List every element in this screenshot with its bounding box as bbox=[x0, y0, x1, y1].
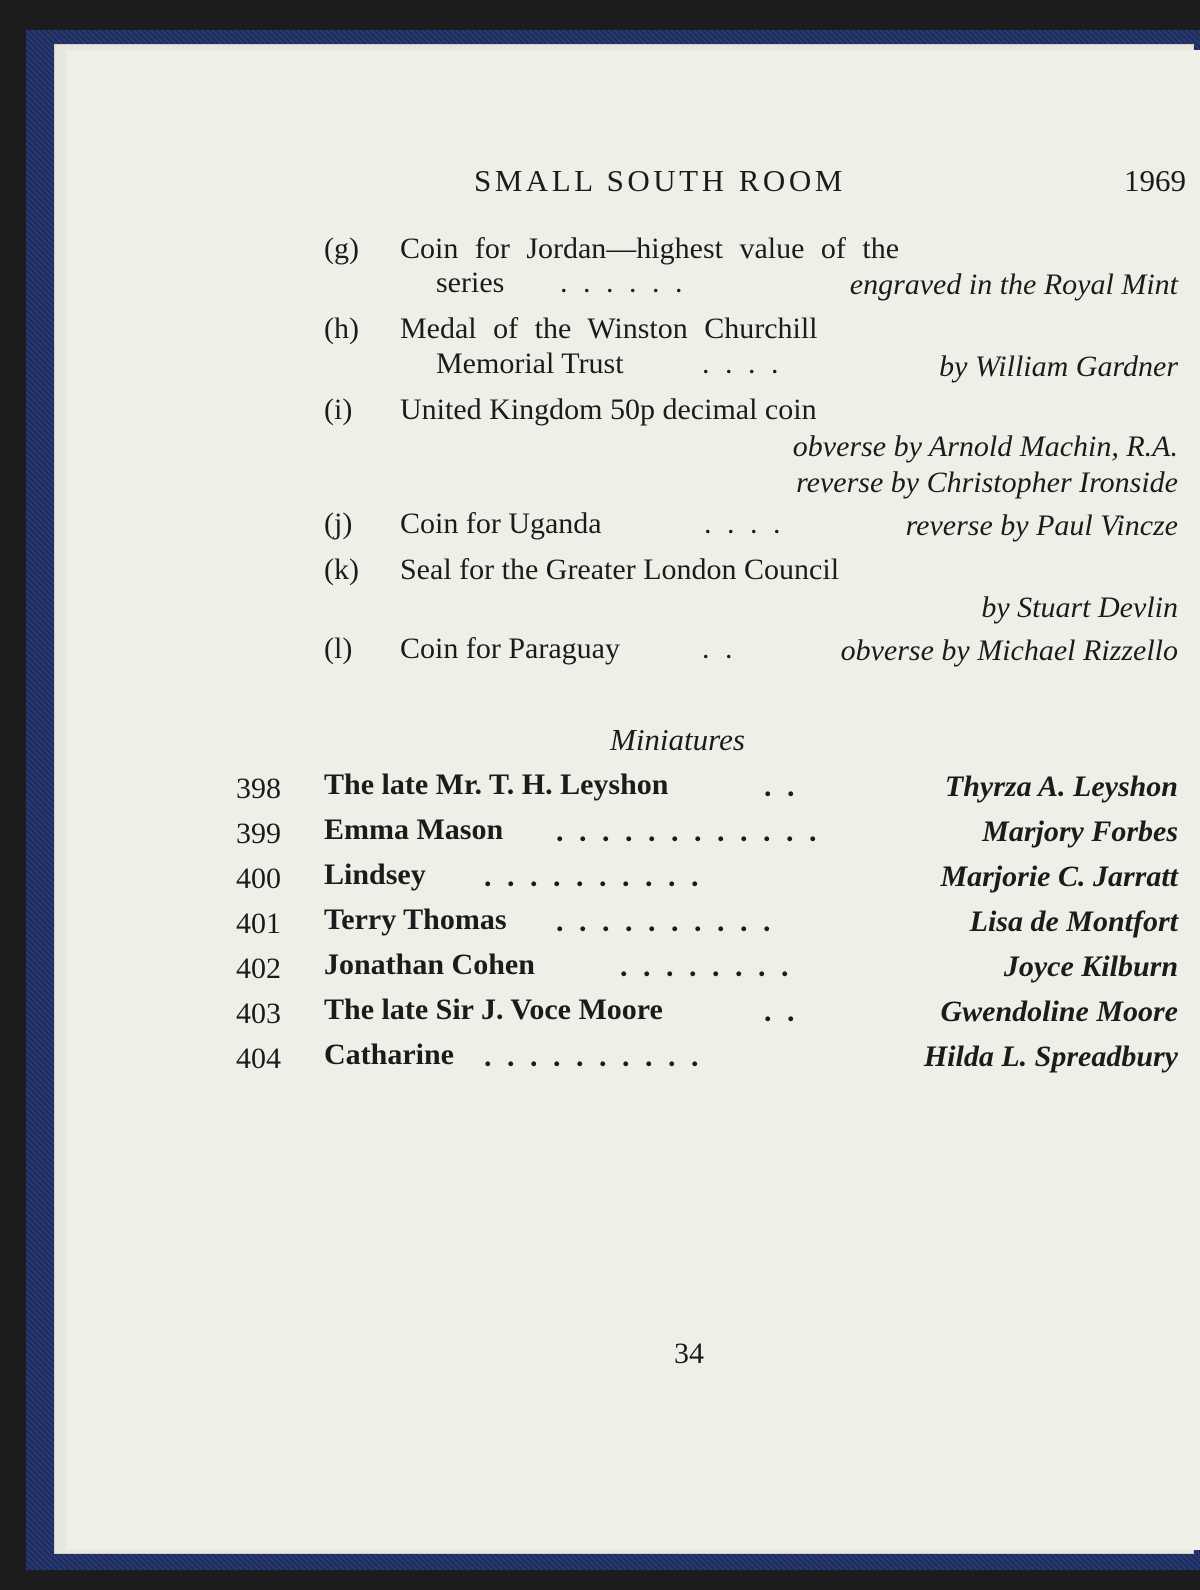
miniature-artist: Marjory Forbes bbox=[982, 815, 1178, 848]
catalogue-number: 403 bbox=[236, 997, 281, 1030]
catalogue-number: 398 bbox=[236, 772, 281, 805]
entry-text: Seal for the Greater London Council bbox=[400, 553, 840, 586]
leader-dots: . . . . . . . . bbox=[620, 950, 793, 983]
credit-obverse: obverse by Arnold Machin, R.A. bbox=[792, 430, 1178, 463]
catalogue-number: 399 bbox=[236, 817, 281, 850]
leader-dots: . . . . bbox=[704, 507, 785, 540]
miniature-artist: Lisa de Montfort bbox=[969, 905, 1178, 938]
miniature-title: Terry Thomas bbox=[324, 903, 507, 936]
miniature-artist: Thyrza A. Leyshon bbox=[944, 770, 1178, 803]
entry-text: Coin for Paraguay bbox=[400, 632, 620, 665]
entry-text: Coin for Uganda bbox=[400, 507, 602, 540]
page-year: 1969 bbox=[1124, 163, 1186, 198]
page-number: 34 bbox=[674, 1337, 704, 1370]
leader-dots: . . . . . . . . . . bbox=[484, 1040, 703, 1073]
entry-text-cont: Memorial Trust bbox=[436, 347, 624, 380]
credit: by William Gardner bbox=[939, 350, 1178, 383]
credit: by Stuart Devlin bbox=[981, 591, 1178, 624]
leader-dots: . . . . . . . . . . bbox=[484, 860, 703, 893]
leader-dots: . . . . . . . . . . bbox=[556, 905, 775, 938]
entry-label: (k) bbox=[324, 553, 359, 586]
entry-text-cont: series bbox=[436, 266, 505, 299]
entry-text: United Kingdom 50p decimal coin bbox=[400, 393, 817, 426]
leader-dots: . . . . . . . . . . . . bbox=[556, 815, 821, 848]
leader-dots: . . bbox=[764, 995, 799, 1028]
entry-text: Coin for Jordan—highest value of the bbox=[400, 232, 900, 265]
miniature-title: Emma Mason bbox=[324, 813, 504, 846]
leader-dots: . . . . . . bbox=[560, 266, 687, 299]
catalogue-number: 401 bbox=[236, 907, 281, 940]
miniature-title: Lindsey bbox=[324, 858, 426, 891]
entry-label: (h) bbox=[324, 312, 359, 345]
running-head: SMALL SOUTH ROOM bbox=[474, 163, 846, 198]
catalogue-number: 402 bbox=[236, 952, 281, 985]
book-page bbox=[66, 50, 1200, 1550]
miniature-title: Catharine bbox=[324, 1038, 454, 1071]
leader-dots: . . . . bbox=[702, 347, 783, 380]
credit-reverse: reverse by Christopher Ironside bbox=[796, 466, 1178, 499]
leader-dots: . . bbox=[764, 770, 799, 803]
section-heading: Miniatures bbox=[610, 722, 745, 757]
credit: engraved in the Royal Mint bbox=[849, 268, 1178, 301]
credit: reverse by Paul Vincze bbox=[905, 509, 1178, 542]
entry-text: Medal of the Winston Churchill bbox=[400, 312, 818, 345]
entry-label: (g) bbox=[324, 232, 359, 265]
miniature-artist: Marjorie C. Jarratt bbox=[940, 860, 1178, 893]
catalogue-number: 400 bbox=[236, 862, 281, 895]
miniature-title: Jonathan Cohen bbox=[324, 948, 535, 981]
miniature-artist: Hilda L. Spreadbury bbox=[923, 1040, 1178, 1073]
miniature-title: The late Mr. T. H. Leyshon bbox=[324, 768, 669, 801]
entry-label: (j) bbox=[324, 507, 353, 540]
miniature-title: The late Sir J. Voce Moore bbox=[324, 993, 663, 1026]
catalogue-number: 404 bbox=[236, 1042, 281, 1075]
credit: obverse by Michael Rizzello bbox=[840, 634, 1178, 667]
miniature-artist: Gwendoline Moore bbox=[940, 995, 1178, 1028]
entry-label: (l) bbox=[324, 632, 353, 665]
entry-label: (i) bbox=[324, 393, 353, 426]
miniature-artist: Joyce Kilburn bbox=[1003, 950, 1178, 983]
leader-dots: . . bbox=[702, 632, 737, 665]
